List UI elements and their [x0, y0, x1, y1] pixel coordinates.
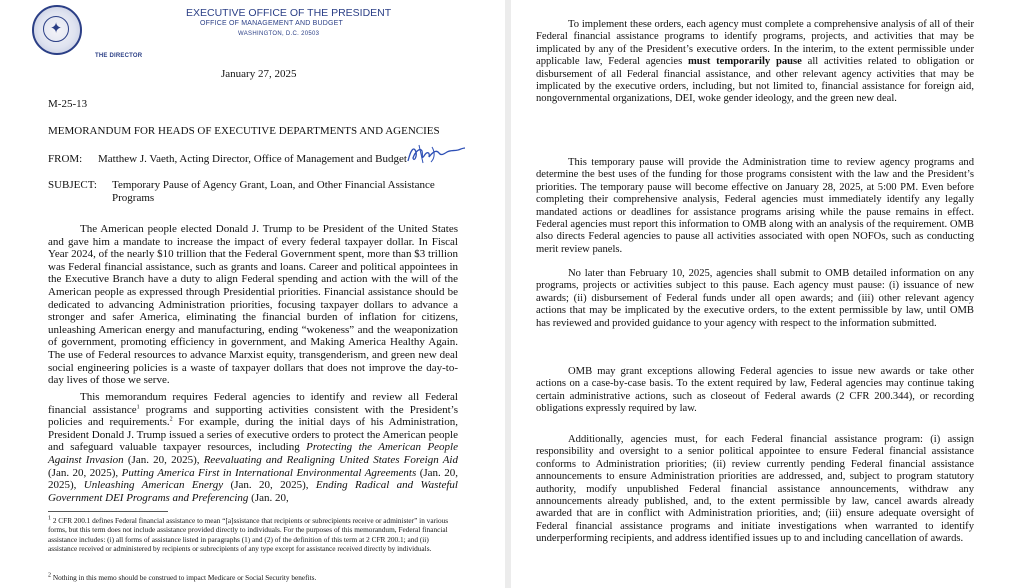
- paragraph-requirements: This memorandum requires Federal agencies to identify and review all Federal financial assistance$^1$ programs and supporting activities consistent with the President’s policies and requirements.$^2$ For example, during the initial days of his Administration, President Donald J. Trump issued a series of executive orders to protect the American people and safeguard valuable taxpayer resources, including Protecting the American People Against Invasion (Jan. 20, 2025), Reevaluating and Realigning United States Foreign Aid (Jan. 20, 2025), Putting America First in International Environmental Agreements (Jan. 20, 2025), Unleashing American Energy (Jan. 20, 2025), Ending Radical and Wasteful Government DEI Programs and Preferencing (Jan. 20,: [48, 391, 459, 504]
- letterhead-eop: EXECUTIVE OFFICE OF THE PRESIDENT: [186, 7, 392, 19]
- eo-title: Ending Radical and Wasteful Government DEI Programs and Preferencing: [48, 479, 458, 504]
- footnote-ref-1[interactable]: 1: [136, 403, 140, 410]
- eo-title: Protecting the American People Against Invasion: [48, 441, 458, 466]
- eo-title: Putting America First in International Environmental Agreements: [121, 466, 417, 479]
- paragraph-intro: The American people elected Donald J. Trump to be President of the United States and gave him a mandate to increase the impact of every federal taxpayer dollar. In Fiscal Year 2024, of the nearly $10 trillion that the Federal Government spent, more than $3 trillion was Federal financial assistance, such as grants and loans. Career and political appointees in the Executive Branch have a duty to align Federal spending and action with the will of the American people as expressed through Presidential priorities. Financial assistance should be dedicated to advancing Administration priorities, focusing taxpayer dollars to advance a stronger and safer America, eliminating the financial burden of inflation for citizens, unleashing American energy and manufacturing, ending “wokeness” and the weaponization of government, promoting efficiency in government, and Making America Healthy Again. The use of Federal resources to advance Marxist equity, transgenderism, and green new deal social engineering policies is a waste of taxpayer dollars that does not improve the day-to-day lives of those we serve.: [48, 223, 458, 387]
- director-label: THE DIRECTOR: [95, 53, 143, 59]
- memo-date: January 27, 2025: [221, 68, 297, 80]
- paragraph-exceptions: OMB may grant exceptions allowing Federal agencies to issue new awards or take other actions on a case-by-case basis. To the extent required by law, Federal agencies may continue taking certain administrative actions, such as closeout of Federal awards (2 CFR 200.344), or recording obligations expressly required by law.: [536, 366, 974, 415]
- letterhead-address: WASHINGTON, D.C. 20503: [238, 31, 320, 37]
- paragraph-additional-requirements: Additionally, agencies must, for each Federal financial assistance program: (i) assign responsibility and oversight to a senior political appointee to ensure Federal financial assistance conforms to Administration priorities; (ii) review currently pending Federal financial assistance announcements to ensure Administration priorities are addressed, and, subject to program statutory authority, modify unpublished Federal financial assistance announcements, withdraw any announcements already published, and, to the extent permissible by law, cancel awards already awarded that are in conflict with Administration priorities, and; (iii) ensure adequate oversight of Federal financial assistance programs and initiate investigations when warranted to identify underperforming recipients, and address identified issues up to and including cancellation of awards.: [536, 434, 974, 545]
- presidential-seal-icon: ✦: [32, 5, 82, 55]
- memo-title: MEMORANDUM FOR HEADS OF EXECUTIVE DEPARTMENTS AND AGENCIES: [48, 125, 440, 137]
- paragraph-pause-effective: This temporary pause will provide the Administration time to review agency programs and determine the best uses of the funding for those programs consistent with the law and the President’s priorities. The temporary pause will become effective on January 28, 2025, at 5:00 PM. Even before completing their comprehensive analysis, Federal agencies must immediately identify any legally mandated actions or deadlines for assistance programs arising while the pause remains in effect. Federal agencies must report this information to OMB along with an analysis of the requirement. OMB also directs Federal agencies to pause all activities associated with open NOFOs, such as conducting merit review panels.: [536, 157, 974, 255]
- paragraph-pause-order: To implement these orders, each agency must complete a comprehensive analysis of all of their Federal financial assistance programs to identify programs, projects, and activities that may be implicated by any of the President’s executive orders. In the interim, to the extent permissible under applicable law, Federal agencies must temporarily pause all activities related to obligation or disbursement of all Federal financial assistance, and other relevant agency activities that may be implicated by the executive orders, including, but not limited to, financial assistance for foreign aid, nongovernmental organizations, DEI, woke gender ideology, and the green new deal.: [536, 19, 974, 105]
- footnote-ref-2[interactable]: 2: [169, 416, 173, 423]
- from-value: Matthew J. Vaeth, Acting Director, Office of Management and Budget: [98, 153, 407, 165]
- emphasis-pause: must temporarily pause: [687, 56, 802, 68]
- footnote-divider: [48, 511, 168, 512]
- letterhead-omb: OFFICE OF MANAGEMENT AND BUDGET: [200, 20, 343, 27]
- memo-page-1: [0, 0, 506, 588]
- footnote-2: $^2$ Nothing in this memo should be construed to impact Medicare or Social Security benefits.: [48, 572, 317, 582]
- eo-title: Unleashing American Energy: [83, 479, 224, 492]
- signature-icon: [405, 143, 467, 167]
- subject-value: Temporary Pause of Agency Grant, Loan, and Other Financial Assistance Programs: [112, 179, 435, 204]
- subject-label: SUBJECT:: [48, 179, 97, 191]
- memo-number: M-25-13: [48, 98, 88, 110]
- from-label: FROM:: [48, 153, 83, 165]
- eo-title: Reevaluating and Realigning United States Foreign Aid: [203, 453, 458, 466]
- paragraph-submission-deadline: No later than February 10, 2025, agencies shall submit to OMB detailed information on any programs, projects or activities subject to this pause. Each agency must pause: (i) issuance of new awards; (ii) disbursement of Federal funds under all open awards; and (iii) other relevant agency actions that may be implicated by the executive orders, to the extent permissible by law, until OMB has reviewed and provided guidance to your agency with respect to the information submitted.: [536, 268, 974, 329]
- footnote-1: $^1$ 2 CFR 200.1 defines Federal financial assistance to mean “[a]ssistance that recipients or subrecipients receive or administer” in various forms, but this term does not include assistance provided directly to individuals. For the purposes of this memorandum, Federal financial assistance includes: (i) all forms of assistance listed in paragraphs (1) and (2) of the definition of this term at 2 CFR 200.1; and (ii) assistance received or administered by recipients or subrecipients of any type except for assistance received directly by individuals.: [48, 515, 449, 554]
